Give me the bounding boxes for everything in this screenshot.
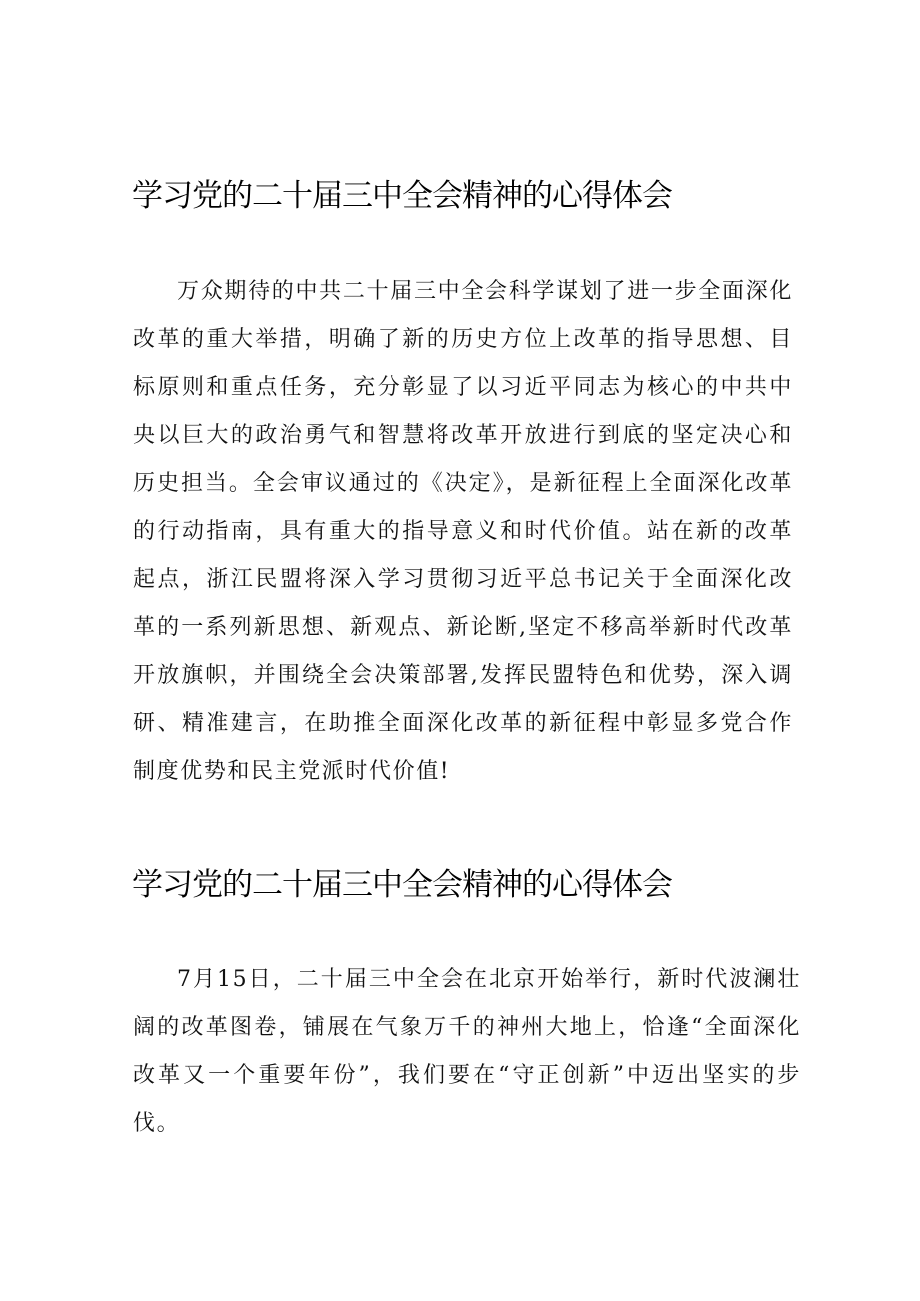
- article-1-title: 学习党的二十届三中全会精神的心得体会: [132, 178, 672, 214]
- article-1-body: 万众期待的中共二十届三中全会科学谋划了进一步全面深化改革的重大举措，明确了新的历史方位上改革的指导思想、目标原则和重点任务，充分彰显了以习近平同志为核心的中共中央以巨大的政治勇气和智慧将改革开放进行到底的坚定决心和历史担当。全会审议通过的《决定》，是新征程上全面深化改革的行动指南，具有重大的指导意义和时代价值。站在新的改革起点，浙江民盟将深入学习贯彻习近平总书记关于全面深化改革的一系列新思想、新观点、新论断,坚定不移高举新时代改革开放旗帜，并围绕全会决策部署,发挥民盟特色和优势，深入调研、精准建言，在助推全面深化改革的新征程中彰显多党合作制度优势和民主党派时代价值!: [133, 279, 793, 784]
- article-2-title: 学习党的二十届三中全会精神的心得体会: [132, 867, 672, 903]
- article-2-body: 7月15日，二十届三中全会在北京开始举行，新时代波澜壮阔的改革图卷，铺展在气象万千的神州大地上，恰逢“全面深化改革又一个重要年份”，我们要在“守正创新”中迈出坚实的步伐。: [133, 967, 801, 1136]
